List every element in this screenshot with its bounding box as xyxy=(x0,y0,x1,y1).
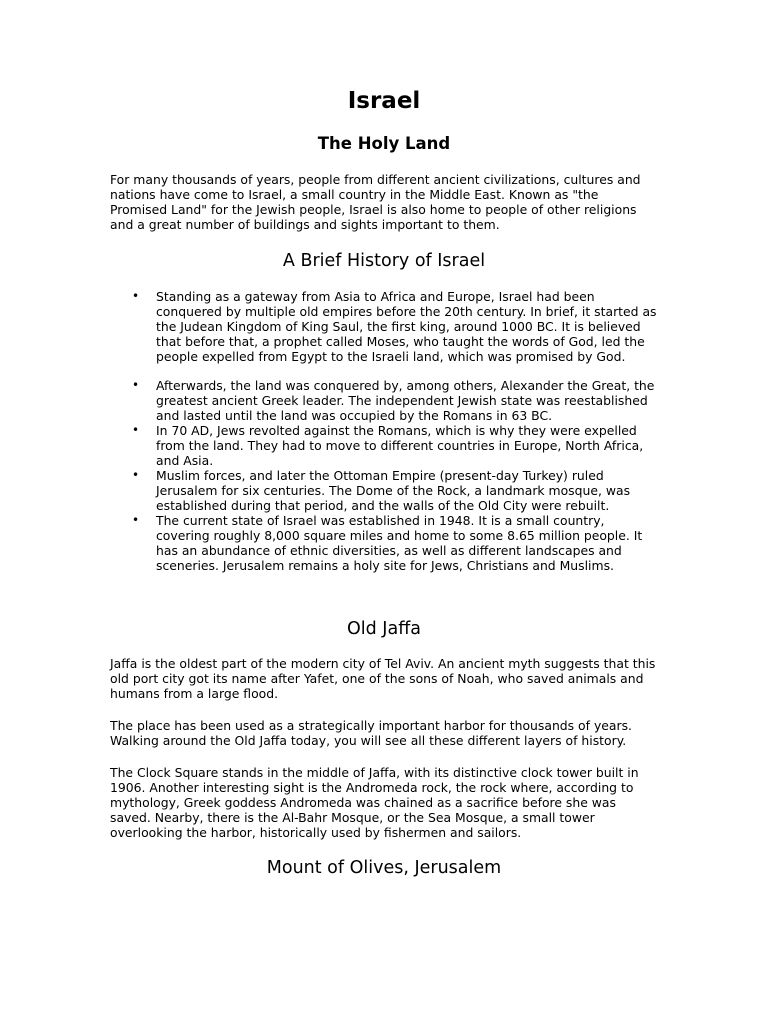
document-title: Israel xyxy=(347,88,421,114)
intro-paragraph: For many thousands of years, people from different ancient civilizations, cultures and nations have come to Israel, a small country in the Middle East. Known as "the Promised Land" for the Jewish people, Israel is also home to people of other religions and a great number of buildings and sights important to them. xyxy=(110,172,641,232)
list-item xyxy=(110,423,658,468)
list-item xyxy=(110,513,658,573)
list-item xyxy=(110,378,658,423)
list-item-text: Standing as a gateway from Asia to Africa and Europe, Israel had been conquered by multiple old empires before the 20th century. In brief, it started as the Judean Kingdom of King Saul, the first king, around 1000 BC. It is believed that before that, a prophet called Moses, who taught the words of God, led the people expelled from Egypt to the Israeli land, which was promised by God. xyxy=(156,289,657,364)
list-item-text: The current state of Israel was established in 1948. It is a small country, covering roughly 8,000 square miles and home to some 8.65 million people. It has an abundance of ethnic diversities, as well as different landscapes and sceneries. Jerusalem remains a holy site for Jews, Christians and Muslims. xyxy=(156,513,643,573)
jaffa-heading: Old Jaffa xyxy=(347,619,421,639)
olives-heading: Mount of Olives, Jerusalem xyxy=(266,858,502,878)
bullet-icon: • xyxy=(132,378,140,392)
bullet-icon: • xyxy=(132,513,140,527)
list-item xyxy=(110,468,658,513)
list-item-text: In 70 AD, Jews revolted against the Romans, which is why they were expelled from the land. They had to move to different countries in Europe, North Africa, and Asia. xyxy=(156,423,644,468)
bullet-icon: • xyxy=(132,423,140,437)
document-subtitle: The Holy Land xyxy=(317,134,451,153)
bullet-icon: • xyxy=(132,468,140,482)
list-item xyxy=(110,289,658,364)
jaffa-paragraph: Jaffa is the oldest part of the modern city of Tel Aviv. An ancient myth suggests that this old port city got its name after Yafet, one of the sons of Noah, who saved animals and humans from a large flood. xyxy=(110,656,656,701)
jaffa-paragraph: The Clock Square stands in the middle of Jaffa, with its distinctive clock tower built in 1906. Another interesting sight is the Andromeda rock, the rock where, according to mythology, Greek goddess Andromeda was chained as a sacrifice before she was saved. Nearby, there is the Al-Bahr Mosque, or the Sea Mosque, a small tower overlooking the harbor, historically used by fishermen and sailors. xyxy=(110,765,639,840)
bullet-icon: • xyxy=(132,289,140,303)
history-list xyxy=(110,289,658,573)
list-item-text: Afterwards, the land was conquered by, among others, Alexander the Great, the greatest ancient Greek leader. The independent Jewish state was reestablished and lasted until the land was occupied by the Romans in 63 BC. xyxy=(156,378,655,423)
jaffa-paragraph: The place has been used as a strategically important harbor for thousands of years. Walking around the Old Jaffa today, you will see all these different layers of history. xyxy=(110,718,632,748)
list-item-text: Muslim forces, and later the Ottoman Empire (present-day Turkey) ruled Jerusalem for six centuries. The Dome of the Rock, a landmark mosque, was established during that period, and the walls of the Old City were rebuilt. xyxy=(156,468,631,513)
history-heading: A Brief History of Israel xyxy=(282,251,486,271)
